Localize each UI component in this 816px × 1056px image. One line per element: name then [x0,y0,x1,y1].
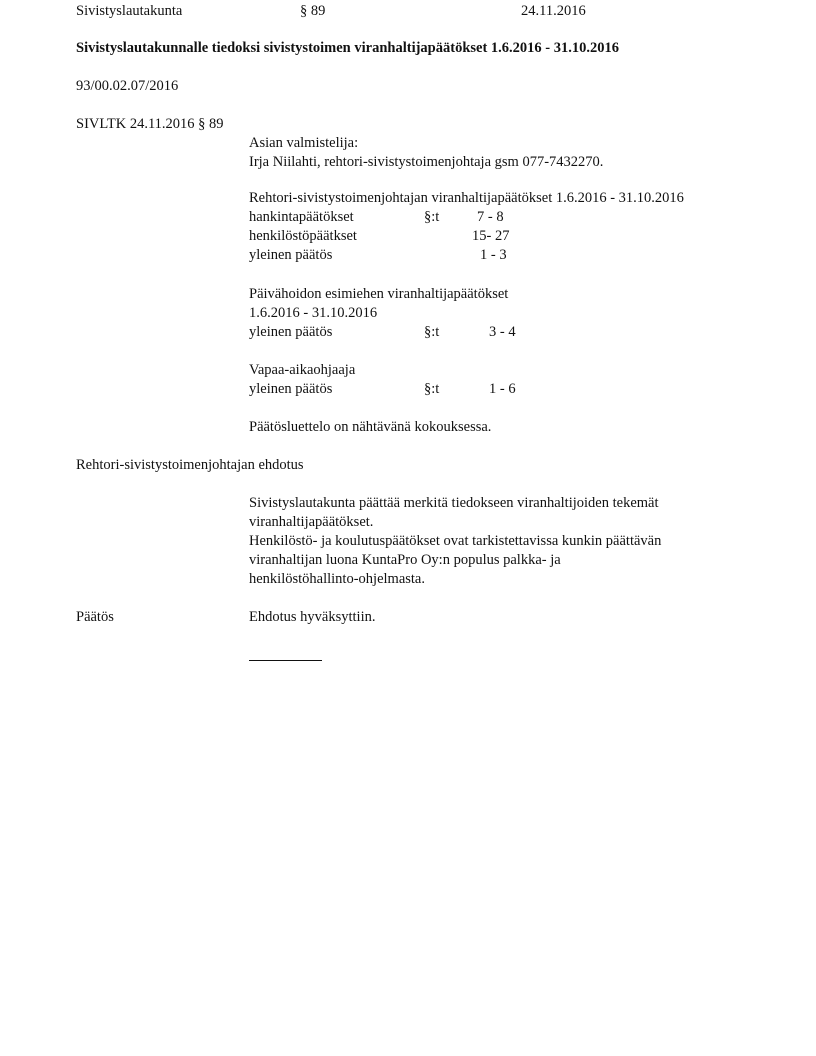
proposal-label: Rehtori-sivistystoimenjohtajan ehdotus [76,457,304,473]
preparer-label: Asian valmistelija: [249,135,359,151]
proposal-line: Sivistyslautakunta päättää merkitä tiedokseen viranhaltijoiden tekemät [249,495,659,511]
decision-row-marker: §:t [424,324,440,340]
decision-row-label: hankintapäätökset [249,209,354,225]
proposal-line: viranhaltijapäätökset. [249,514,374,530]
proposal-line: viranhaltijan luona KuntaPro Oy:n populus palkka- ja [249,552,561,568]
decision-text: Ehdotus hyväksyttiin. [249,609,376,625]
meeting-reference: SIVLTK 24.11.2016 § 89 [76,116,224,132]
header-body-name: Sivistyslautakunta [76,3,183,19]
document-title: Sivistyslautakunnalle tiedoksi sivistystoimen viranhaltijapäätökset 1.6.2016 - 31.10.2016 [76,40,619,56]
header-section: § 89 [300,3,326,19]
decision-row-label: yleinen päätös [249,324,333,340]
decision-row-range: 3 - 4 [489,324,516,340]
leisure-decisions-heading: Vapaa-aikaohjaaja [249,362,356,378]
header-date: 24.11.2016 [521,3,586,19]
list-note: Päätösluettelo on nähtävänä kokouksessa. [249,419,492,435]
daycare-decisions-period: 1.6.2016 - 31.10.2016 [249,305,378,321]
decision-row-range: 15- 27 [472,228,510,244]
decision-row-label: yleinen päätös [249,247,333,263]
decision-label: Päätös [76,609,114,625]
daycare-decisions-heading: Päivähoidon esimiehen viranhaltijapäätökset [249,286,509,302]
decision-row-label: yleinen päätös [249,381,333,397]
proposal-line: henkilöstöhallinto-ohjelmasta. [249,571,425,587]
preparer-name: Irja Niilahti, rehtori-sivistystoimenjohtaja gsm 077-7432270. [249,154,604,170]
principal-decisions-heading: Rehtori-sivistystoimenjohtajan viranhaltijapäätökset 1.6.2016 - 31.10.2016 [249,190,684,206]
decision-row-range: 1 - 6 [489,381,516,397]
decision-row-marker: §:t [424,209,440,225]
end-rule [249,660,322,661]
decision-row-range: 7 - 8 [477,209,504,225]
decision-row-label: henkilöstöpäätkset [249,228,357,244]
decision-row-marker: §:t [424,381,440,397]
proposal-line: Henkilöstö- ja koulutuspäätökset ovat tarkistettavissa kunkin päättävän [249,533,662,549]
decision-row-range: 1 - 3 [480,247,507,263]
record-number: 93/00.02.07/2016 [76,78,179,94]
